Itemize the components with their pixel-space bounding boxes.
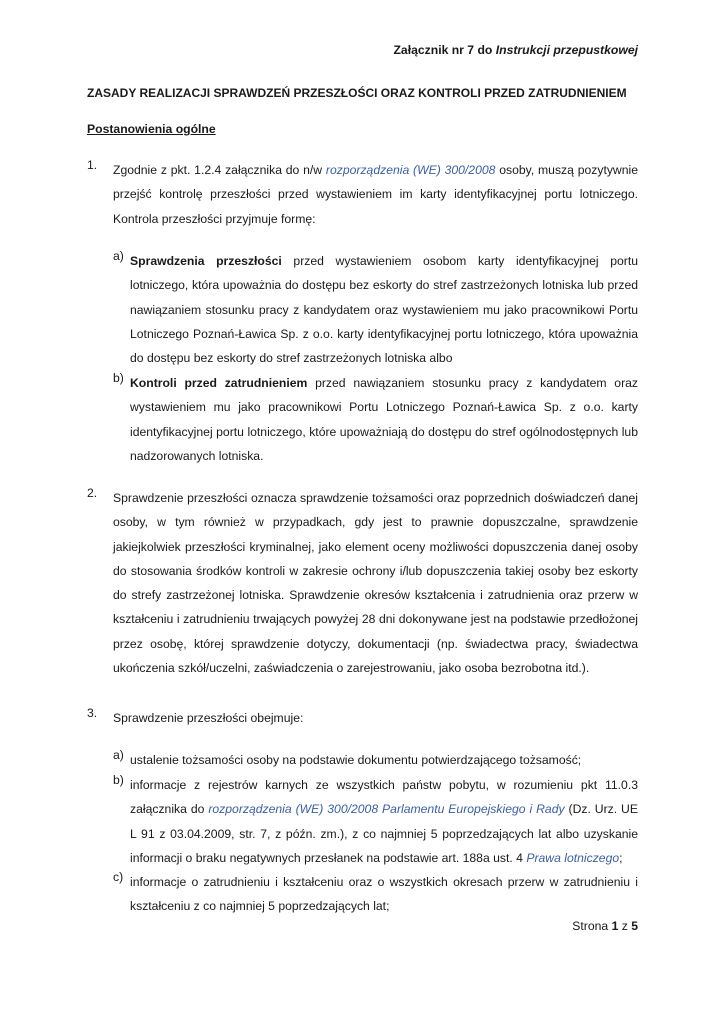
paragraph-number: 1. — [87, 158, 98, 172]
total-pages: 5 — [631, 919, 638, 933]
regulation-reference: rozporządzenia (WE) 300/2008 — [325, 163, 496, 177]
text-run: przed nawiązaniem stosunku pracy z kandydatem oraz wystawieniem mu jako pracownikowi Portu Lotniczego Poznań-Ławica Sp. z o.o. karty identyfikacyjnej portu lotniczego, które upoważniają do dostępu do stref ogólnodostępnych lub nadzorowanych lotniska. — [130, 376, 638, 463]
list-item-text — [130, 249, 638, 370]
list-letter: a) — [113, 249, 124, 263]
page-footer — [572, 919, 638, 933]
section-heading: Postanowienia ogólne — [87, 122, 216, 136]
page-label: Strona — [572, 919, 612, 933]
paragraph-text: Sprawdzenie przeszłości oznacza sprawdzenie tożsamości oraz poprzednich doświadczeń danej osoby, w tym również w przypadkach, gdy jest to prawnie dopuszczalne, sprawdzenie jakiejkolwiek przeszłości kryminalnej, jako element oceny możliwości dopuszczenia danej osoby do stosowania środków kontroli w zakresie ochrony i/lub dopuszczenia takiej osoby bez eskorty do strefy zastrzeżonej lotniska. Sprawdzenie okresów kształcenia i zatrudnienia oraz przerw w kształceniu i zatrudnieniu trwających powyżej 28 dni dokonywane jest na podstawie przedłożonej przez osobę, której sprawdzenie dotyczy, dokumentacji (np. świadectwa pracy, świadectwa ukończenia szkół/uczelni, zaświadczenia o zarejestrowaniu, jako osoba bezrobotna itd.). — [113, 491, 638, 676]
list-item-text — [130, 371, 638, 468]
list-item-3c — [113, 870, 638, 919]
list-letter: c) — [113, 870, 124, 884]
list-letter: b) — [113, 773, 124, 787]
list-letter: a) — [113, 748, 124, 762]
paragraph-number: 2. — [87, 486, 98, 500]
text-run: (Dz. Urz. UE L 91 z 03.04.2009, str. 7, z późn. zm.), z co najmniej 5 poprzedzających lat albo uzyskanie informacji o braku negatywnych przesłanek na podstawie art. 188a ust. 4 — [130, 802, 638, 865]
text-run: informacje z rejestrów karnych ze wszystkich państw pobytu, w rozumieniu pkt 11.0.3 załącznika do — [130, 778, 638, 817]
list-item-1a — [113, 249, 638, 370]
list-item-3a — [113, 748, 638, 772]
paragraph-text — [113, 158, 638, 231]
current-page: 1 — [611, 919, 619, 933]
paragraph-1 — [87, 158, 638, 231]
list-item-text — [130, 773, 638, 870]
document-title: ZASADY REALIZACJI SPRAWDZEŃ PRZESZŁOŚCI ORAZ KONTROLI PRZED ZATRUDNIENIEM — [87, 86, 627, 100]
text-run: osoby, muszą pozytywnie przejść kontrolę przeszłości przed wystawieniem im karty identyfikacyjnej portu lotniczego. Kontrola przeszłości przyjmuje formę: — [113, 163, 639, 226]
paragraph-number: 3. — [87, 706, 98, 720]
annex-header — [393, 43, 638, 57]
list-item-text: informacje o zatrudnieniu i kształceniu oraz o wszystkich okresach przerw w zatrudnieniu i kształceniu z co najmniej 5 poprzedzających lat; — [130, 875, 638, 914]
bold-term: Sprawdzenia przeszłości — [130, 254, 282, 268]
paragraph-text: Sprawdzenie przeszłości obejmuje: — [113, 711, 304, 725]
list-letter: b) — [113, 371, 124, 385]
bold-term: Kontroli przed zatrudnieniem — [130, 376, 308, 390]
annex-prefix: Załącznik nr 7 do — [393, 43, 496, 57]
law-reference: Prawa lotniczego — [526, 850, 620, 865]
paragraph-3 — [87, 706, 638, 730]
paragraph-2 — [87, 486, 638, 680]
text-run: Zgodnie z pkt. 1.2.4 załącznika do n/w — [113, 163, 326, 177]
text-run: przed wystawieniem osobom karty identyfikacyjnej portu lotniczego, która upoważnia do dostępu bez eskorty do stref zastrzeżonych lotniska lub przed nawiązaniem stosunku pracy z kandydatem oraz wystawieniem mu jako pracownikowi Portu Lotniczego Poznań-Ławica Sp. z o.o. karty identyfikacyjnej portu lotniczego, która upoważnia do dostępu bez eskorty do stref zastrzeżonych lotniska albo — [130, 254, 638, 366]
text-run: ; — [619, 850, 623, 865]
list-item-1b — [113, 371, 638, 468]
list-item-text: ustalenie tożsamości osoby na podstawie dokumentu potwierdzającego tożsamość; — [130, 753, 582, 767]
page-separator: z — [618, 919, 632, 933]
annex-doc-name: Instrukcji przepustkowej — [495, 43, 638, 57]
list-item-3b — [113, 773, 638, 870]
regulation-reference: rozporządzenia (WE) 300/2008 Parlamentu Europejskiego i Rady — [208, 802, 565, 817]
